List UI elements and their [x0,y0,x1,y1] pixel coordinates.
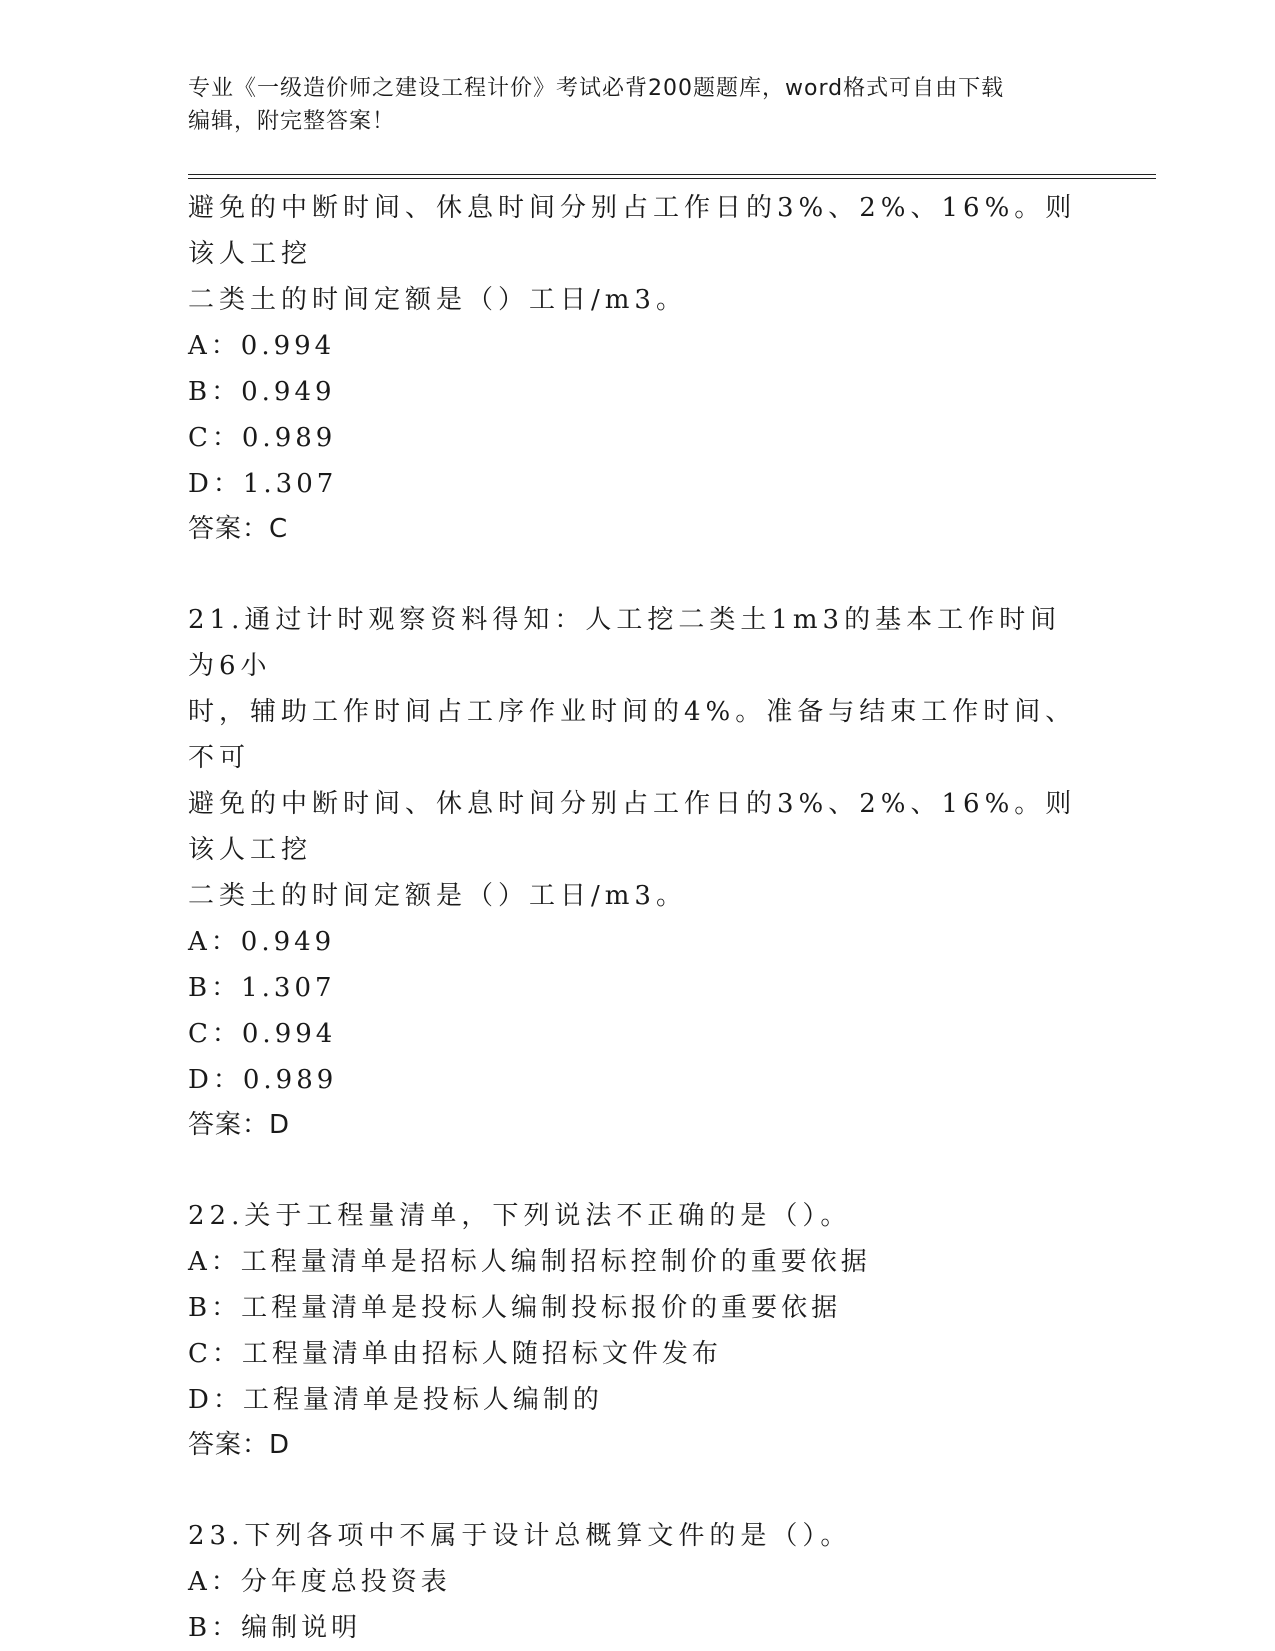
question-21 [188,597,1158,1147]
option-b: B：0.949 [188,377,336,407]
question-text-line: 22.关于工程量清单，下列说法不正确的是（）。 [188,1201,852,1231]
option-b: B：工程量清单是投标人编制投标报价的重要依据 [188,1293,842,1323]
question-spacer [188,1147,1158,1193]
option-d: D：1.307 [188,469,338,499]
question-text-line: 23.下列各项中不属于设计总概算文件的是（）。 [188,1521,852,1551]
option-b: B：编制说明 [188,1613,362,1643]
option-a: A：0.949 [188,927,336,957]
option-a: A：工程量清单是招标人编制招标控制价的重要依据 [188,1247,871,1277]
option-c: C：0.994 [188,1019,337,1049]
question-22 [188,1193,1158,1467]
question-text-line: 二类土的时间定额是（）工日/m3。 [188,881,687,911]
option-d: D：工程量清单是投标人编制的 [188,1385,603,1415]
answer-text: 答案：D [188,1110,291,1140]
question-text-line: 时，辅助工作时间占工序作业时间的4%。准备与结束工作时间、不可 [188,697,1077,773]
question-spacer [188,551,1158,597]
question-spacer [188,1467,1158,1513]
question-text-line: 避免的中断时间、休息时间分别占工作日的3%、2%、16%。则该人工挖 [188,789,1077,865]
question-23 [188,1513,1158,1651]
option-b: B：1.307 [188,973,336,1003]
header-line-2: 编辑，附完整答案！ [188,109,396,134]
answer-text: 答案：D [188,1430,291,1460]
document-page [188,72,1158,1651]
question-continued [188,185,1158,551]
header-line-1: 专业《一级造价师之建设工程计价》考试必背200题题库，word格式可自由下载 [188,76,1005,101]
document-header [188,72,1068,138]
option-d: D：0.989 [188,1065,338,1095]
option-c: C：工程量清单由招标人随招标文件发布 [188,1339,722,1369]
header-divider [188,174,1156,179]
answer-text: 答案：C [188,514,289,544]
option-a: A：分年度总投资表 [188,1567,451,1597]
question-text-line: 避免的中断时间、休息时间分别占工作日的3%、2%、16%。则该人工挖 [188,193,1077,269]
question-text-line: 21.通过计时观察资料得知：人工挖二类土1m3的基本工作时间为6小 [188,605,1062,681]
option-c: C：0.989 [188,423,337,453]
option-a: A：0.994 [188,331,336,361]
question-text-line: 二类土的时间定额是（）工日/m3。 [188,285,687,315]
document-body [188,185,1158,1651]
